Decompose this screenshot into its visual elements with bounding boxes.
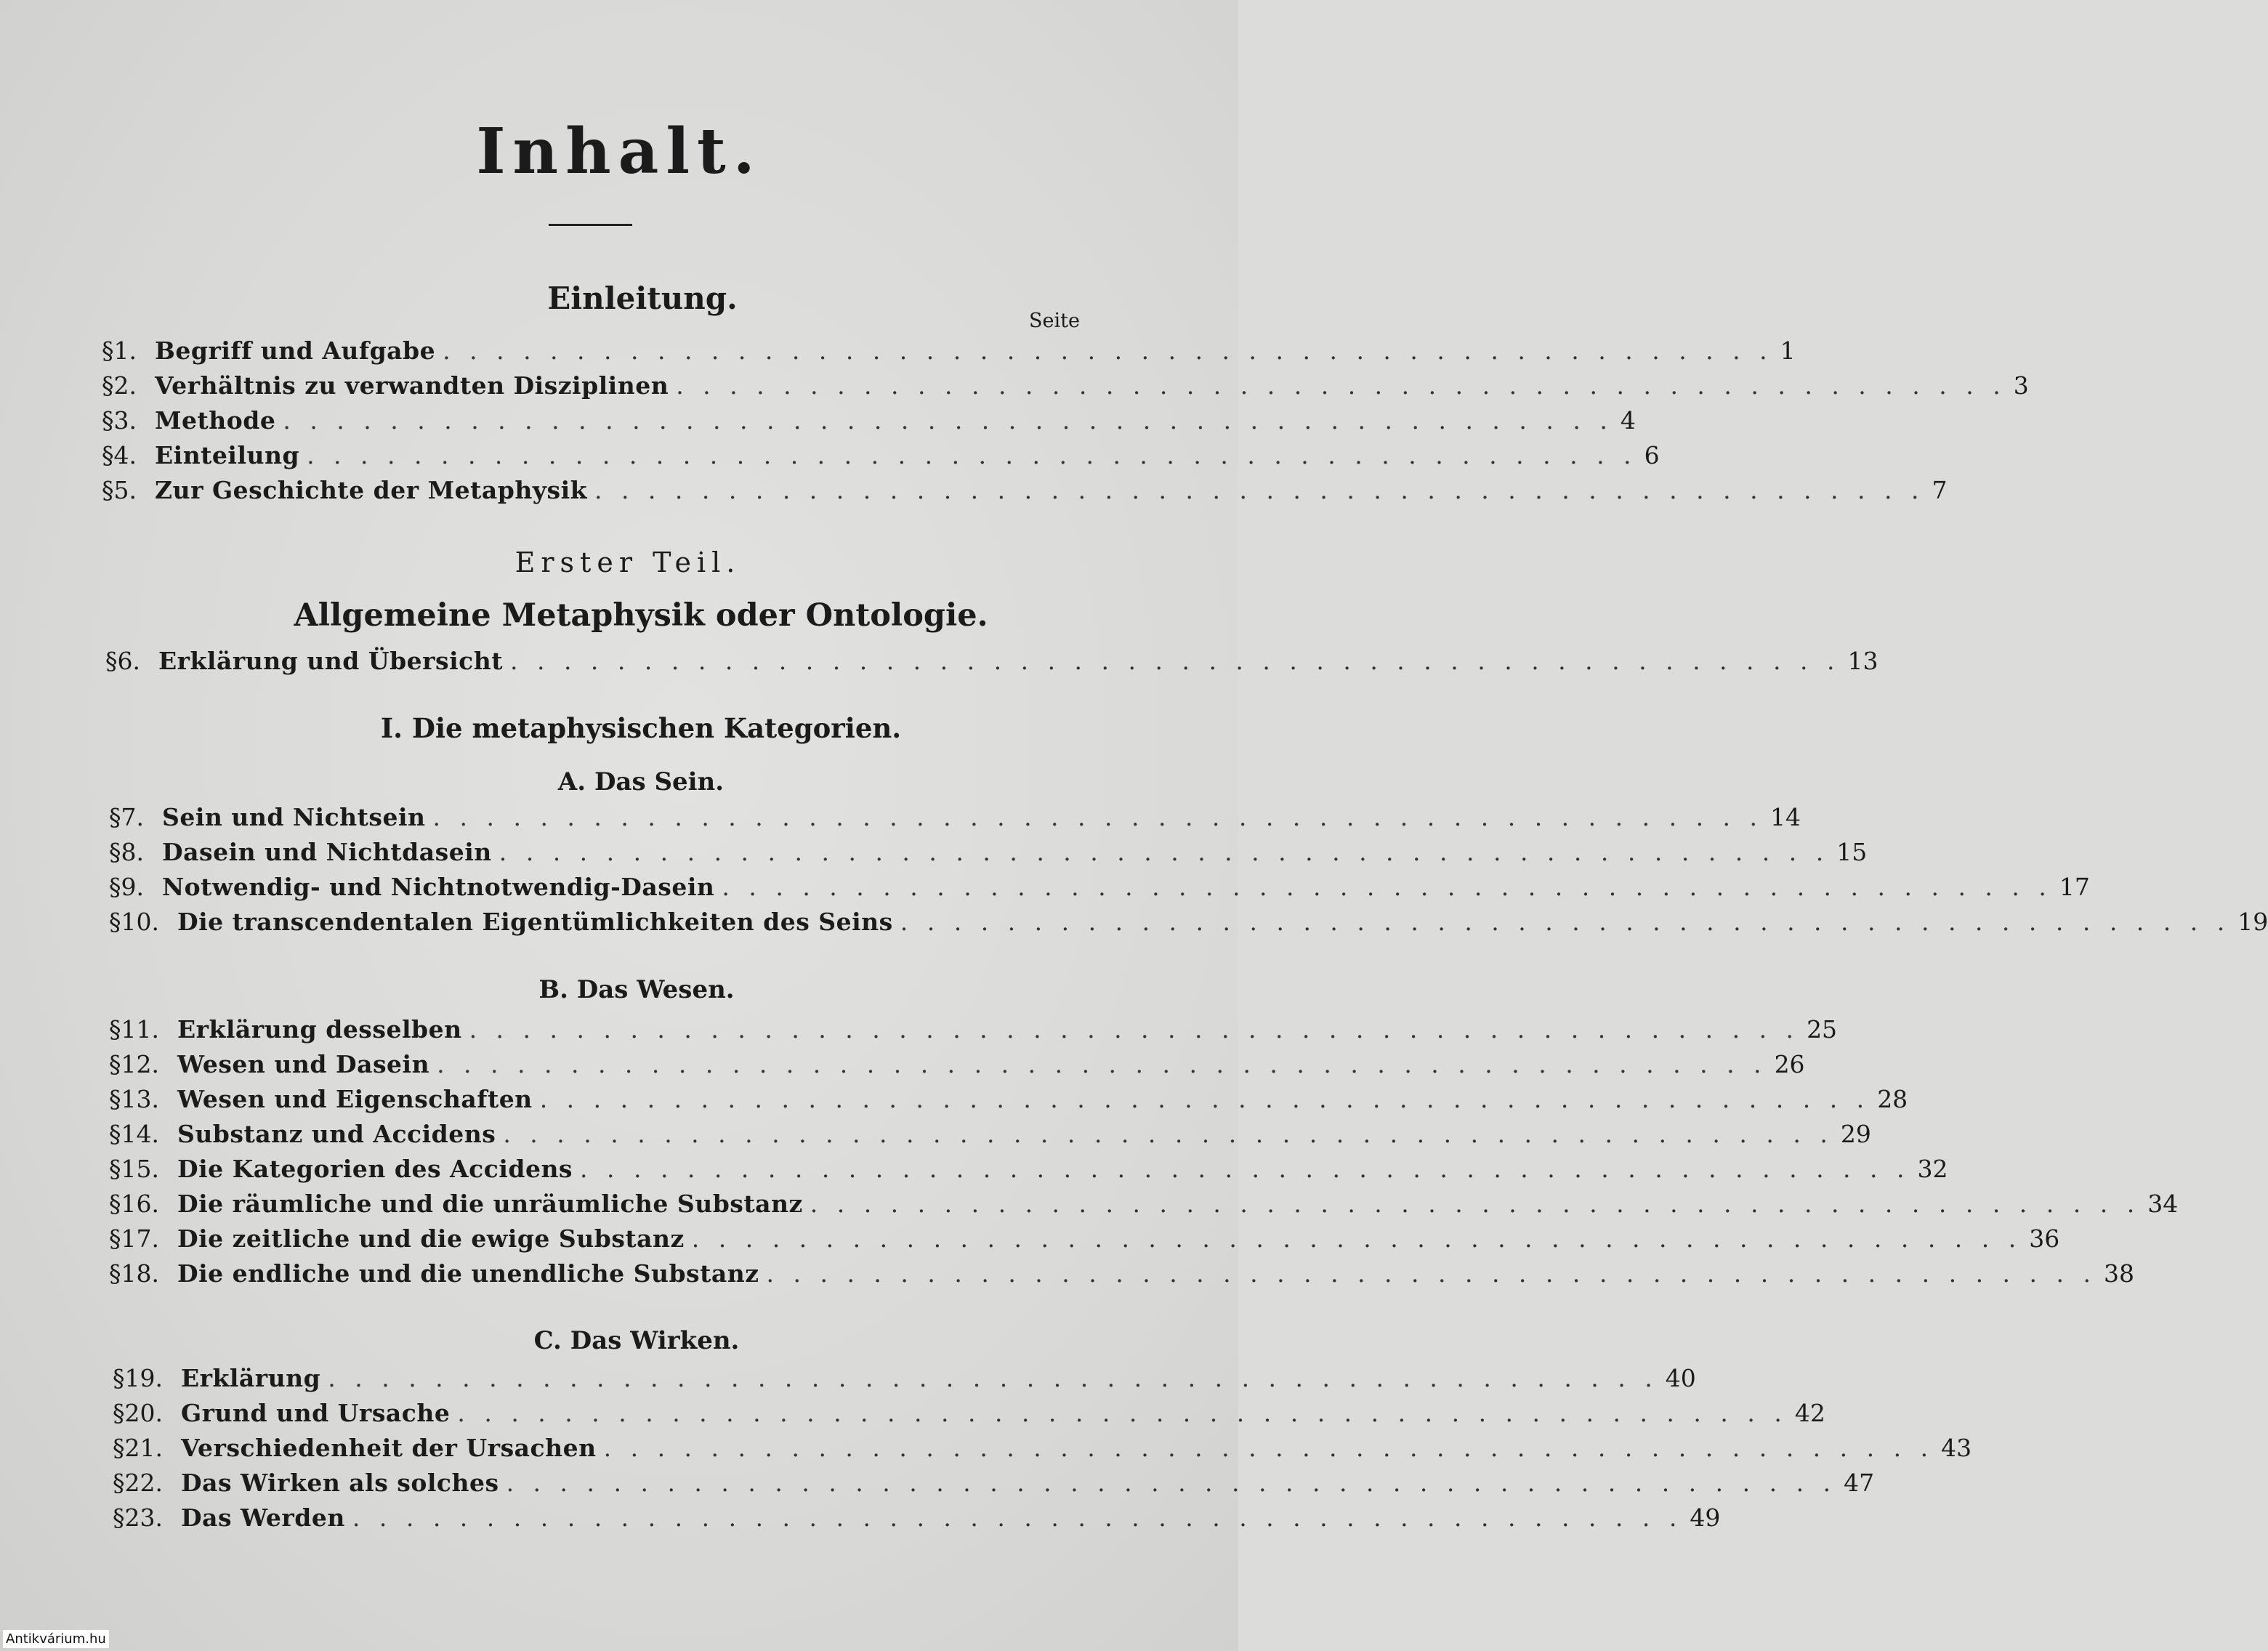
page-number: 3 [2013, 371, 2029, 400]
entry-label: Die Kategorien des Accidens [177, 1155, 573, 1183]
section-sign: § [109, 1190, 121, 1218]
section-sign: § [109, 1259, 121, 1288]
kategorien-heading: I. Die metaphysischen Kategorien. [380, 712, 902, 744]
page-number: 38 [2104, 1259, 2134, 1288]
page-number: 1 [1780, 336, 1796, 365]
page-number: 26 [1774, 1050, 1805, 1078]
entry-label: Dasein und Nichtdasein [162, 838, 492, 866]
dot-leader: . . . . . . . . . . . . . . . . . . . . . . . . . . . . . . . . . . . . . . . . . . . . . . . . . . [499, 838, 1830, 866]
entry-label: Wesen und Dasein [177, 1050, 430, 1078]
section-number: 18. [121, 1259, 159, 1288]
section-number: 5. [113, 476, 137, 504]
toc-entry [109, 873, 2090, 906]
toc-entry [109, 1015, 1838, 1049]
page-number: 14 [1770, 803, 1801, 831]
dot-leader: . . . . . . . . . . . . . . . . . . . . . . . . . . . . . . . . . . . . . . . . . . . . . . . . . . [469, 1015, 1800, 1044]
toc-entry [109, 1224, 2060, 1258]
section-sign: § [113, 1399, 125, 1427]
page-number: 19 [2237, 908, 2268, 936]
section-number: 15. [121, 1155, 159, 1183]
entry-label: Erklärung [180, 1364, 321, 1392]
page-number: 13 [1847, 647, 1878, 675]
einleitung-heading: Einleitung. [547, 280, 738, 316]
section-number: 20. [124, 1399, 163, 1427]
section-number: 16. [121, 1190, 159, 1218]
section-sign: § [102, 371, 114, 400]
erster-teil-heading: Erster Teil. [514, 546, 741, 578]
section-sign: § [109, 1015, 121, 1044]
entry-label: Einteilung [155, 441, 300, 469]
toc-entry [113, 1434, 1972, 1467]
section-sign: § [113, 1469, 125, 1497]
dot-leader: . . . . . . . . . . . . . . . . . . . . . . . . . . . . . . . . . . . . . . . . . . . . . . . . . . [437, 1050, 1767, 1078]
dot-leader: . . . . . . . . . . . . . . . . . . . . . . . . . . . . . . . . . . . . . . . . . . . . . . . . . . [509, 647, 1841, 675]
entry-label: Wesen und Eigenschaften [177, 1085, 533, 1113]
section-sign: § [109, 1120, 121, 1148]
dot-leader: . . . . . . . . . . . . . . . . . . . . . . . . . . . . . . . . . . . . . . . . . . . . . . . . . . [722, 873, 2052, 901]
dot-leader: . . . . . . . . . . . . . . . . . . . . . . . . . . . . . . . . . . . . . . . . . . . . . . . . . . [307, 441, 1637, 469]
page-number: 6 [1644, 441, 1660, 469]
entry-label: Die zeitliche und die ewige Substanz [177, 1224, 685, 1253]
page-number: 47 [1844, 1469, 1875, 1497]
toc-entry [105, 647, 1878, 680]
section-sign: § [109, 908, 121, 936]
section-sign: § [102, 406, 114, 435]
toc-entry [102, 476, 1948, 509]
toc-entry [102, 441, 1660, 475]
page-number: 29 [1840, 1120, 1871, 1148]
dot-leader: . . . . . . . . . . . . . . . . . . . . . . . . . . . . . . . . . . . . . . . . . . . . . . . . . . [506, 1469, 1837, 1497]
toc-entry [113, 1399, 1825, 1432]
toc-entry [113, 1469, 1875, 1502]
section-number: 12. [121, 1050, 159, 1078]
entry-label: Die räumliche und die unräumliche Substanz [177, 1190, 803, 1218]
toc-entry [109, 908, 2268, 941]
section-number: 6. [117, 647, 140, 675]
entry-label: Verhältnis zu verwandten Disziplinen [155, 371, 669, 400]
section-sign: § [102, 476, 114, 504]
entry-label: Das Werden [180, 1503, 345, 1532]
entry-label: Sein und Nichtsein [162, 803, 426, 831]
entry-label: Die endliche und die unendliche Substanz [177, 1259, 759, 1288]
entry-label: Erklärung und Übersicht [158, 647, 503, 675]
page-number: 36 [2029, 1224, 2060, 1253]
toc-entry [102, 371, 2029, 405]
section-number: 9. [121, 873, 144, 901]
watermark: Antikvárium.hu [3, 1630, 109, 1648]
toc-entry [109, 1259, 2134, 1293]
section-number: 19. [124, 1364, 163, 1392]
section-number: 14. [121, 1120, 159, 1148]
toc-entry [109, 1085, 1908, 1118]
page-number: 42 [1794, 1399, 1825, 1427]
section-number: 4. [113, 441, 137, 469]
entry-label: Notwendig- und Nichtnotwendig-Dasein [162, 873, 715, 901]
dot-leader: . . . . . . . . . . . . . . . . . . . . . . . . . . . . . . . . . . . . . . . . . . . . . . . . . . [503, 1120, 1833, 1148]
toc-entry [109, 1155, 1948, 1188]
section-number: 2. [113, 371, 137, 400]
seite-column-label: Seite [1029, 310, 1080, 332]
page-number: 40 [1665, 1364, 1696, 1392]
section-sign: § [109, 1085, 121, 1113]
section-c-heading: C. Das Wirken. [533, 1326, 740, 1355]
dot-leader: . . . . . . . . . . . . . . . . . . . . . . . . . . . . . . . . . . . . . . . . . . . . . . . . . . [352, 1503, 1683, 1532]
entry-label: Erklärung desselben [177, 1015, 462, 1044]
toc-entry [109, 838, 1868, 871]
section-number: 11. [121, 1015, 159, 1044]
page-title: Inhalt. [476, 115, 762, 188]
ontologie-heading: Allgemeine Metaphysik oder Ontologie. [294, 597, 988, 634]
dot-leader: . . . . . . . . . . . . . . . . . . . . . . . . . . . . . . . . . . . . . . . . . . . . . . . . . . [810, 1190, 2141, 1218]
page-number: 28 [1877, 1085, 1908, 1113]
entry-label: Verschiedenheit der Ursachen [180, 1434, 597, 1462]
entry-label: Begriff und Aufgabe [155, 336, 436, 365]
dot-leader: . . . . . . . . . . . . . . . . . . . . . . . . . . . . . . . . . . . . . . . . . . . . . . . . . . [328, 1364, 1658, 1392]
page-number: 32 [1917, 1155, 1948, 1183]
dot-leader: . . . . . . . . . . . . . . . . . . . . . . . . . . . . . . . . . . . . . . . . . . . . . . . . . . [766, 1259, 2097, 1288]
dot-leader: . . . . . . . . . . . . . . . . . . . . . . . . . . . . . . . . . . . . . . . . . . . . . . . . . . [900, 908, 2231, 936]
entry-label: Methode [155, 406, 276, 435]
section-number: 1. [113, 336, 137, 365]
toc-entry [109, 1190, 2179, 1223]
toc-entry [102, 336, 1796, 370]
toc-entry [113, 1364, 1696, 1397]
section-number: 10. [121, 908, 159, 936]
page-number: 34 [2147, 1190, 2179, 1218]
dot-leader: . . . . . . . . . . . . . . . . . . . . . . . . . . . . . . . . . . . . . . . . . . . . . . . . . . [594, 476, 1925, 504]
toc-entry [109, 1120, 1871, 1153]
toc-entry [109, 803, 1801, 836]
section-a-heading: A. Das Sein. [557, 767, 725, 796]
page-number: 15 [1836, 838, 1868, 866]
entry-label: Zur Geschichte der Metaphysik [155, 476, 587, 504]
toc-entry [109, 1050, 1805, 1083]
toc-entry [113, 1503, 1721, 1537]
section-sign: § [113, 1364, 125, 1392]
entry-label: Grund und Ursache [180, 1399, 451, 1427]
section-sign: § [113, 1503, 125, 1532]
dot-leader: . . . . . . . . . . . . . . . . . . . . . . . . . . . . . . . . . . . . . . . . . . . . . . . . . . [580, 1155, 1910, 1183]
section-number: 22. [124, 1469, 163, 1497]
section-sign: § [105, 647, 118, 675]
dot-leader: . . . . . . . . . . . . . . . . . . . . . . . . . . . . . . . . . . . . . . . . . . . . . . . . . . [539, 1085, 1871, 1113]
section-sign: § [113, 1434, 125, 1462]
section-sign: § [102, 336, 114, 365]
toc-entry [102, 406, 1636, 440]
section-number: 13. [121, 1085, 159, 1113]
entry-label: Die transcendentalen Eigentümlichkeiten des Seins [177, 908, 893, 936]
section-number: 21. [124, 1434, 163, 1462]
section-number: 3. [113, 406, 137, 435]
section-sign: § [109, 1155, 121, 1183]
dot-leader: . . . . . . . . . . . . . . . . . . . . . . . . . . . . . . . . . . . . . . . . . . . . . . . . . . [457, 1399, 1788, 1427]
section-sign: § [109, 1050, 121, 1078]
dot-leader: . . . . . . . . . . . . . . . . . . . . . . . . . . . . . . . . . . . . . . . . . . . . . . . . . . [283, 406, 1613, 435]
section-number: 8. [121, 838, 144, 866]
page-number: 25 [1807, 1015, 1838, 1044]
page-number: 49 [1690, 1503, 1721, 1532]
section-number: 7. [121, 803, 144, 831]
entry-label: Substanz und Accidens [177, 1120, 496, 1148]
section-sign: § [109, 1224, 121, 1253]
page-number: 7 [1932, 476, 1948, 504]
section-sign: § [109, 838, 121, 866]
dot-leader: . . . . . . . . . . . . . . . . . . . . . . . . . . . . . . . . . . . . . . . . . . . . . . . . . . [691, 1224, 2022, 1253]
dot-leader: . . . . . . . . . . . . . . . . . . . . . . . . . . . . . . . . . . . . . . . . . . . . . . . . . . [443, 336, 1773, 365]
entry-label: Das Wirken als solches [180, 1469, 499, 1497]
page-number: 43 [1941, 1434, 1972, 1462]
dot-leader: . . . . . . . . . . . . . . . . . . . . . . . . . . . . . . . . . . . . . . . . . . . . . . . . . . [603, 1434, 1934, 1462]
section-b-heading: B. Das Wesen. [538, 975, 735, 1004]
section-sign: § [109, 803, 121, 831]
section-sign: § [109, 873, 121, 901]
section-sign: § [102, 441, 114, 469]
dot-leader: . . . . . . . . . . . . . . . . . . . . . . . . . . . . . . . . . . . . . . . . . . . . . . . . . . [432, 803, 1764, 831]
dot-leader: . . . . . . . . . . . . . . . . . . . . . . . . . . . . . . . . . . . . . . . . . . . . . . . . . . [676, 371, 2006, 400]
page-number: 4 [1620, 406, 1636, 435]
section-number: 17. [121, 1224, 159, 1253]
page-number: 17 [2059, 873, 2090, 901]
section-number: 23. [124, 1503, 163, 1532]
